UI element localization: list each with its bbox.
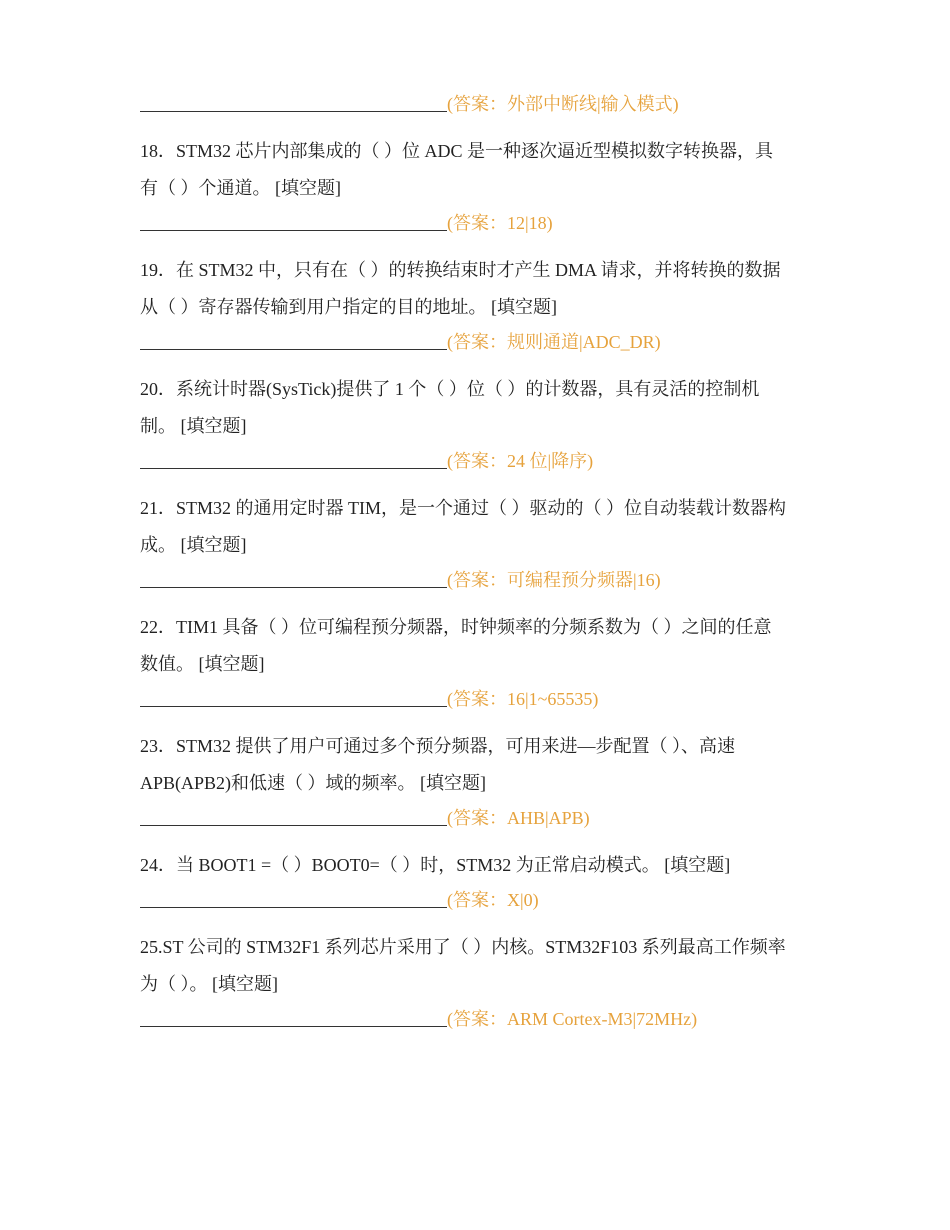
question-item <box>140 609 820 718</box>
answer-text: (答案：AHB|APB) <box>447 808 590 828</box>
question-text: 19．在 STM32 中，只有在（ ）的转换结束时才产生 DMA 请求，并将转换的数据 <box>140 260 781 280</box>
answer-line <box>140 882 820 919</box>
answer-text: (答案：ARM Cortex-M3|72MHz) <box>447 1009 698 1029</box>
answer-text: (答案：24 位|降序) <box>447 451 594 471</box>
answer-line <box>140 324 820 361</box>
question-text: 21．STM32 的通用定时器 TIM，是一个通过（ ）驱动的（ ）位自动装载计数器构 <box>140 498 787 518</box>
question-item <box>140 133 820 242</box>
question-text: 18．STM32 芯片内部集成的（ ）位 ADC 是一种逐次逼近型模拟数字转换器，具 <box>140 141 774 161</box>
answer-text: (答案：12|18) <box>447 213 553 233</box>
answer-text: (答案：可编程预分频器|16) <box>447 570 661 590</box>
question-item <box>140 728 820 837</box>
question-text: 20．系统计时器(SysTick)提供了 1 个（ ）位（ ）的计数器，具有灵活的控制机 <box>140 379 760 399</box>
question-item <box>140 847 820 919</box>
answer-line <box>140 443 820 480</box>
question-text: 制。 [填空题] <box>140 416 247 436</box>
answer-line <box>140 205 820 242</box>
answer-text: (答案：规则通道|ADC_DR) <box>447 332 661 352</box>
answer-blank <box>140 331 447 350</box>
answer-blank <box>140 807 447 826</box>
answer-text: (答案：X|0) <box>447 890 539 910</box>
answer-line <box>140 800 820 837</box>
question-text: 从（ ）寄存器传输到用户指定的目的地址。 [填空题] <box>140 297 557 317</box>
question-text: 25.ST 公司的 STM32F1 系列芯片采用了（ ）内核。STM32F103 系列最高工作频率 <box>140 937 786 957</box>
question-item <box>140 371 820 480</box>
answer-text: (答案：外部中断线|输入模式) <box>447 94 679 114</box>
answer-blank <box>140 93 447 112</box>
question-item <box>140 252 820 361</box>
question-text: 23．STM32 提供了用户可通过多个预分频器，可用来进—步配置（ ）、高速 <box>140 736 736 756</box>
answer-line <box>140 681 820 718</box>
question-text: 成。 [填空题] <box>140 535 247 555</box>
answer-line <box>140 562 820 599</box>
answer-line <box>140 86 820 123</box>
question-text: 为（ ）。 [填空题] <box>140 974 278 994</box>
answer-line <box>140 1001 820 1038</box>
question-text: 24．当 BOOT1 =（ ）BOOT0=（ ）时，STM32 为正常启动模式。 [填空题] <box>140 855 731 875</box>
question-text: APB(APB2)和低速（ ）域的频率。 [填空题] <box>140 773 487 793</box>
question-text: 有（ ）个通道。 [填空题] <box>140 178 341 198</box>
answer-blank <box>140 1008 447 1027</box>
question-item <box>140 490 820 599</box>
answer-blank <box>140 889 447 908</box>
answer-text: (答案：16|1~65535) <box>447 689 599 709</box>
answer-blank <box>140 450 447 469</box>
answer-blank <box>140 212 447 231</box>
document-page <box>140 86 820 1038</box>
answer-blank <box>140 569 447 588</box>
question-text: 22．TIM1 具备（ ）位可编程预分频器，时钟频率的分频系数为（ ）之间的任意 <box>140 617 772 637</box>
answer-blank <box>140 688 447 707</box>
question-item <box>140 929 820 1038</box>
question-text: 数值。 [填空题] <box>140 654 265 674</box>
